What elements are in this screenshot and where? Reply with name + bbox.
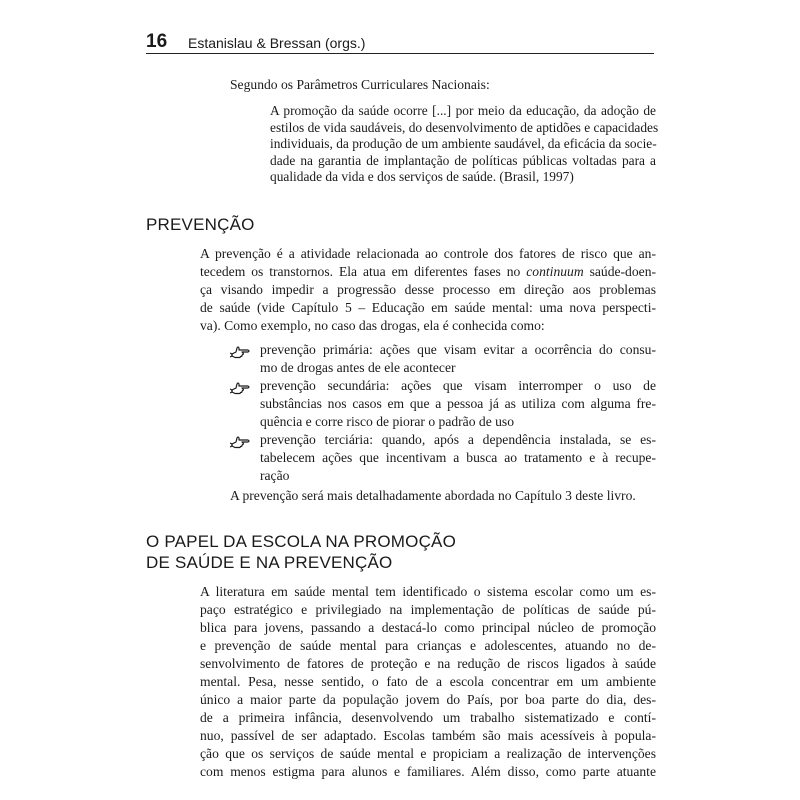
quote-line: individuais, da produção de um ambiente saudável, da eficácia da socie- (270, 136, 657, 152)
page-number: 16 (146, 31, 168, 52)
paragraph-line: blica para jovens, passando a destacá-lo como principal núcleo de promoção (200, 620, 656, 635)
heading-line: DE SAÚDE E NA PREVENÇÃO (146, 553, 393, 572)
paragraph-line: com menos estigma para alunos e familiares. Além disso, como parte atuante (200, 764, 656, 779)
paragraph-line: tecedem os transtornos. Ela atua em diferentes fases no continuum saúde-doen- (200, 264, 657, 279)
paragraph-line: de a primeira infância, desenvolvendo um trabalho sistematizado e contí- (200, 710, 656, 725)
paragraph-line: ção que os serviços de saúde mental e propiciam a realização de intervenções (200, 746, 656, 761)
paragraph-line: va). Como exemplo, no caso das drogas, ela é conhecida como: (200, 318, 545, 333)
quote-line: estilos de vida saudáveis, do desenvolvimento de aptidões e capacidades (270, 119, 659, 135)
paragraph-line: de saúde (vide Capítulo 5 – Educação em saúde mental: uma nova perspecti- (200, 300, 656, 315)
heading-line: O PAPEL DA ESCOLA NA PROMOÇÃO (146, 532, 457, 551)
section-heading-escola (146, 531, 456, 573)
paragraph-line: e prevenção de saúde mental para crianças e adolescentes, atuando no de- (200, 638, 656, 653)
paragraph-line: A prevenção é a atividade relacionada ao controle dos fatores de risco que an- (200, 246, 656, 261)
paragraph-prevencao (200, 245, 656, 335)
paragraph-line: nuo, passível de ser adaptado. Escolas também são mais acessíveis à popula- (200, 728, 656, 743)
bullet-item (230, 341, 656, 377)
paragraph-line: A literatura em saúde mental tem identificado o sistema escolar como um es- (200, 584, 656, 599)
quote-line: qualidade da vida e dos serviços de saúde. (Brasil, 1997) (270, 169, 574, 185)
running-head (146, 31, 654, 54)
closing-sentence: A prevenção será mais detalhadamente abordada no Capítulo 3 deste livro. (230, 488, 636, 503)
paragraph-line: paço estratégico e privilegiado na implementação de políticas de saúde pú- (200, 602, 656, 617)
paragraph-line: ça visando impedir a progressão desse processo em direção aos problemas (200, 282, 656, 297)
quote-line: dade na garantia de implantação de políticas públicas voltadas para a (270, 152, 656, 168)
bullet-text: prevenção secundária: ações que visam interromper o uso de substâncias nos casos em que a pessoa já as utiliza com alguma fre- quência e corre risco de piorar o padrão de uso (260, 378, 656, 429)
italic-term: continuum (526, 264, 584, 279)
bullet-text: prevenção primária: ações que visam evitar a ocorrência do consu- mo de drogas antes de ele acontecer (260, 342, 656, 375)
paragraph-line: mental. Pesa, nesse sentido, o fato de a escola concentrar em um ambiente (200, 674, 656, 689)
bullet-item (230, 431, 656, 485)
pointing-hand-icon (230, 343, 252, 359)
paragraph-escola (200, 583, 656, 781)
bullet-item (230, 377, 656, 431)
bullet-text: prevenção terciária: quando, após a dependência instalada, se es- tabelecem ações que incentivam a busca ao tratamento e à recupe- ração (260, 432, 656, 483)
block-quote (270, 103, 659, 186)
book-authors: Estanislau & Bressan (orgs.) (188, 35, 366, 51)
pointing-hand-icon (230, 433, 252, 449)
section-heading-prevencao: PREVENÇÃO (146, 215, 255, 234)
paragraph-line: senvolvimento de fatores de proteção e na redução de riscos ligados à saúde (200, 656, 656, 671)
paragraph-line: único a maior parte da população jovem do País, por boa parte do dia, des- (200, 692, 656, 707)
quote-intro: Segundo os Parâmetros Curriculares Nacionais: (230, 77, 490, 92)
prevention-bullet-list (230, 341, 656, 485)
quote-line: A promoção da saúde ocorre [...] por meio da educação, da adoção de (270, 103, 656, 118)
pointing-hand-icon (230, 379, 252, 395)
